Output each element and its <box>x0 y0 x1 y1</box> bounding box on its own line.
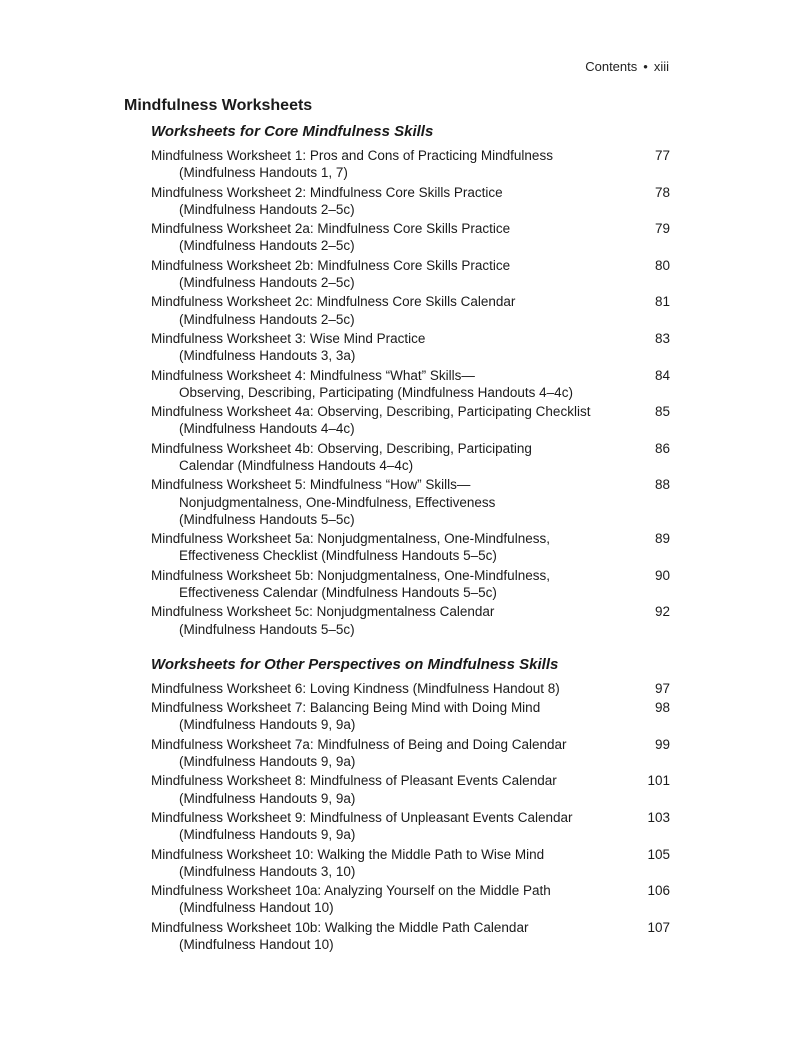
toc-entry <box>151 330 670 364</box>
toc-entry-title: Mindfulness Worksheet 10a: Analyzing Yourself on the Middle Path <box>151 883 551 899</box>
toc-entry-title: Mindfulness Worksheet 6: Loving Kindness (Mindfulness Handout 8) <box>151 680 560 696</box>
toc-entry-title: Mindfulness Worksheet 7a: Mindfulness of Being and Doing Calendar <box>151 736 567 752</box>
toc-entry-continuation: (Mindfulness Handouts 5–5c) <box>179 511 355 527</box>
toc-entry-continuation: (Mindfulness Handouts 1, 7) <box>179 165 348 181</box>
part-title: Mindfulness Worksheets <box>124 97 313 114</box>
running-head-text: Contents <box>585 59 638 74</box>
running-head-separator: • <box>643 59 648 74</box>
toc-entry-title: Mindfulness Worksheet 10b: Walking the Middle Path Calendar <box>151 919 529 935</box>
running-head <box>585 59 669 74</box>
toc-entry-continuation: (Mindfulness Handout 10) <box>179 900 334 916</box>
toc-entry <box>151 220 670 254</box>
section-title: Worksheets for Core Mindfulness Skills <box>151 123 434 140</box>
toc-entry-page-number: 103 <box>647 809 670 825</box>
toc-entry-continuation: (Mindfulness Handouts 2–5c) <box>179 311 355 327</box>
toc-entry-page-number: 97 <box>654 680 670 696</box>
toc-entry-page-number: 92 <box>654 604 670 620</box>
toc-entry <box>151 293 670 327</box>
toc-entry-title: Mindfulness Worksheet 2b: Mindfulness Core Skills Practice <box>151 257 511 273</box>
toc-entry <box>151 882 670 916</box>
toc-entry-page-number: 85 <box>654 404 670 420</box>
toc-entry-title: Mindfulness Worksheet 4: Mindfulness “What” Skills— <box>151 367 475 383</box>
toc-entry <box>151 147 670 181</box>
toc-entry-page-number: 90 <box>654 567 670 583</box>
toc-entry-list <box>124 680 670 953</box>
toc-entry-continuation: Effectiveness Calendar (Mindfulness Handouts 5–5c) <box>179 584 497 600</box>
toc-section <box>124 655 670 953</box>
toc-entry-page-number: 77 <box>654 148 670 163</box>
toc-entry <box>151 476 670 528</box>
toc-entry <box>151 257 670 291</box>
toc-entry <box>151 184 670 218</box>
toc-entry-continuation: (Mindfulness Handouts 4–4c) <box>179 421 355 437</box>
toc-entry <box>151 567 670 601</box>
toc-entry-title: Mindfulness Worksheet 10: Walking the Middle Path to Wise Mind <box>151 846 545 862</box>
toc-entry-continuation: (Mindfulness Handouts 2–5c) <box>179 201 355 217</box>
toc-entry <box>151 367 670 401</box>
toc-entry-page-number: 99 <box>654 736 670 752</box>
toc-section <box>124 122 670 638</box>
toc-entry-continuation: Effectiveness Checklist (Mindfulness Handouts 5–5c) <box>179 548 497 564</box>
toc-entry-continuation: (Mindfulness Handouts 2–5c) <box>179 274 355 290</box>
section-title: Worksheets for Other Perspectives on Mindfulness Skills <box>151 655 559 673</box>
toc-entry-title: Mindfulness Worksheet 5a: Nonjudgmentalness, One-Mindfulness, <box>151 531 550 547</box>
toc-entry-page-number: 80 <box>654 257 670 273</box>
toc-entry <box>151 919 670 953</box>
toc-entry-page-number: 89 <box>654 531 670 547</box>
toc-entry-continuation: (Mindfulness Handouts 2–5c) <box>179 238 355 254</box>
toc-entry <box>151 699 670 733</box>
toc-entry <box>151 680 670 697</box>
toc-entry-continuation: (Mindfulness Handouts 3, 10) <box>179 863 356 879</box>
toc-entry-title: Mindfulness Worksheet 1: Pros and Cons of Practicing Mindfulness <box>151 148 553 163</box>
toc-entry-page-number: 106 <box>647 883 670 899</box>
toc-entry <box>151 736 670 770</box>
toc-entry-page-number: 79 <box>654 221 670 237</box>
toc-entry-title: Mindfulness Worksheet 7: Balancing Being Mind with Doing Mind <box>151 700 541 716</box>
toc-entry-continuation: (Mindfulness Handouts 9, 9a) <box>179 790 356 806</box>
toc-entry-title: Mindfulness Worksheet 2: Mindfulness Core Skills Practice <box>151 184 503 200</box>
toc-entry-title: Mindfulness Worksheet 9: Mindfulness of Unpleasant Events Calendar <box>151 809 573 825</box>
toc-entry-title: Mindfulness Worksheet 8: Mindfulness of Pleasant Events Calendar <box>151 773 557 789</box>
toc-entry-continuation: Calendar (Mindfulness Handouts 4–4c) <box>179 457 414 473</box>
toc-entry <box>151 603 670 637</box>
toc-entry-title: Mindfulness Worksheet 2a: Mindfulness Core Skills Practice <box>151 221 511 237</box>
toc-entry-page-number: 83 <box>654 330 670 346</box>
toc-entry-page-number: 86 <box>654 440 670 456</box>
toc-entry <box>151 530 670 564</box>
toc-entry-continuation: Observing, Describing, Participating (Mindfulness Handouts 4–4c) <box>179 384 573 400</box>
toc-entry-continuation: (Mindfulness Handouts 5–5c) <box>179 621 355 637</box>
toc-entry-page-number: 105 <box>647 846 670 862</box>
toc-entry-continuation: (Mindfulness Handouts 9, 9a) <box>179 753 356 769</box>
toc-entry-page-number: 101 <box>647 773 670 789</box>
toc-entry-continuation: (Mindfulness Handouts 9, 9a) <box>179 827 356 843</box>
toc-sections <box>124 122 670 953</box>
toc-entry <box>151 440 670 474</box>
toc-entry-page-number: 98 <box>654 700 670 716</box>
toc-entry <box>151 772 670 806</box>
running-head-page-number: xiii <box>653 59 669 74</box>
toc-entry-title: Mindfulness Worksheet 5c: Nonjudgmentalness Calendar <box>151 604 495 620</box>
toc-entry-continuation: (Mindfulness Handouts 9, 9a) <box>179 717 356 733</box>
table-of-contents <box>124 96 670 955</box>
toc-entry <box>151 403 670 437</box>
toc-entry-page-number: 84 <box>654 367 670 383</box>
toc-entry-page-number: 107 <box>647 919 670 935</box>
toc-entry-continuation: (Mindfulness Handouts 3, 3a) <box>179 348 356 364</box>
toc-entry-page-number: 81 <box>654 294 670 310</box>
toc-entry-title: Mindfulness Worksheet 2c: Mindfulness Core Skills Calendar <box>151 294 516 310</box>
toc-entry-continuation: (Mindfulness Handout 10) <box>179 936 334 952</box>
toc-entry-title: Mindfulness Worksheet 5: Mindfulness “How” Skills— <box>151 477 471 493</box>
toc-entry-title: Mindfulness Worksheet 4a: Observing, Describing, Participating Checklist <box>151 404 591 420</box>
toc-entry-page-number: 88 <box>654 477 670 493</box>
toc-entry-continuation: Nonjudgmentalness, One-Mindfulness, Effectiveness <box>179 494 496 510</box>
toc-entry-title: Mindfulness Worksheet 5b: Nonjudgmentalness, One-Mindfulness, <box>151 567 550 583</box>
toc-entry-title: Mindfulness Worksheet 3: Wise Mind Practice <box>151 330 426 346</box>
toc-entry <box>151 809 670 843</box>
toc-entry <box>151 846 670 880</box>
toc-entry-page-number: 78 <box>654 184 670 200</box>
toc-entry-list <box>124 147 670 638</box>
toc-entry-title: Mindfulness Worksheet 4b: Observing, Describing, Participating <box>151 440 532 456</box>
